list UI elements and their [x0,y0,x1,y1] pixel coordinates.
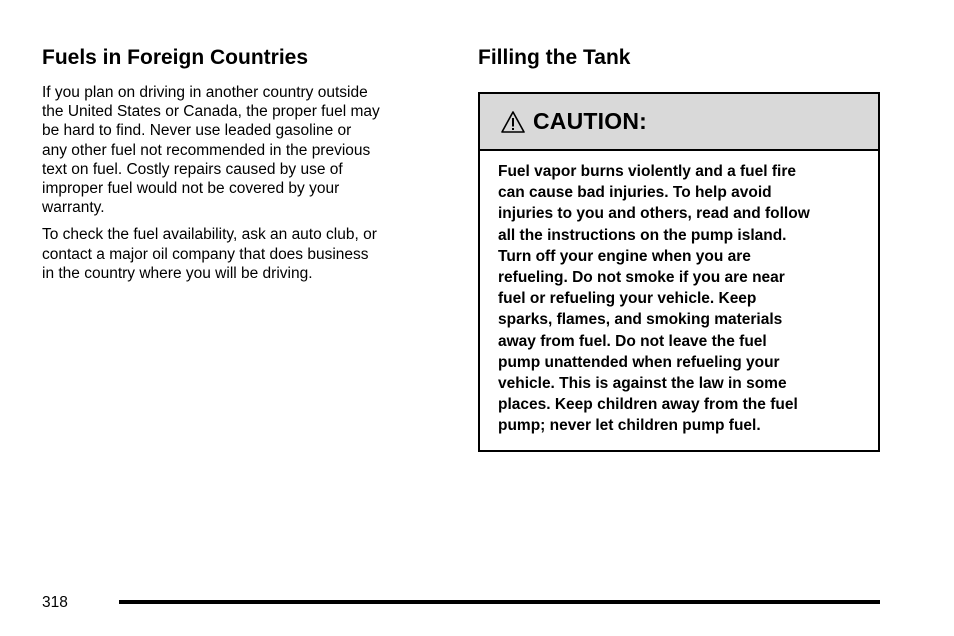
caution-title: CAUTION: [533,108,648,134]
foreign-fuels-body [42,83,442,283]
caution-header [480,94,878,151]
warning-triangle-icon [501,110,525,134]
paragraph-1: If you plan on driving in another country outside the United States or Canada, the proper fuel may be hard to find. Never use leaded gasoline or any other fuel not recommended in the previous text on fuel. Costly repairs caused by use of improper fuel would not be covered by your warranty. [42,84,380,217]
section-heading-filling-tank: Filling the Tank [478,46,631,69]
right-column [478,44,880,452]
caution-text: Fuel vapor burns violently and a fuel fire can cause bad injuries. To help avoid injuries to you and others, read and follow all the instructions on the pump island. Turn off your engine when you are refueling. Do not smoke if you are near fuel or refueling your vehicle. Keep sparks, flames, and smoking materials away from fuel. Do not leave the fuel pump unattended when refueling your vehicle. This is against the law in some places. Keep children away from the fuel pump; never let children pump fuel. [498,163,810,435]
left-column [42,44,442,291]
footer-rule [119,600,880,604]
caution-box [478,92,880,452]
paragraph-2: To check the fuel availability, ask an auto club, or contact a major oil company that does business in the country where you will be driving. [42,226,377,282]
page-number: 318 [42,594,68,611]
section-heading-foreign-fuels: Fuels in Foreign Countries [42,46,309,69]
